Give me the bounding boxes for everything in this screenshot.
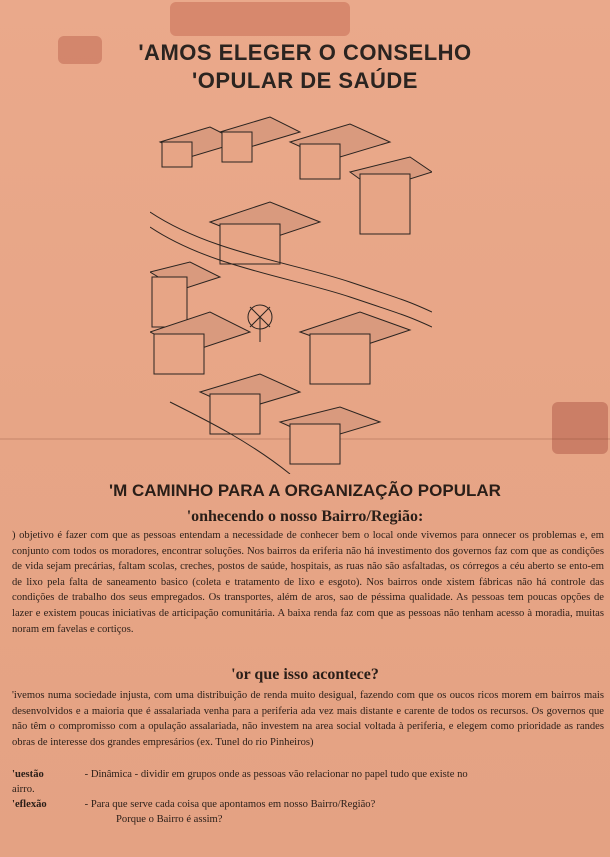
question-row — [12, 767, 604, 783]
neighborhood-illustration — [150, 102, 432, 474]
reflection-text: - Para que serve cada coisa que apontamos em nosso Bairro/Região? — [84, 799, 376, 810]
question-continuation: airro. — [12, 784, 35, 795]
question-text: - Dinâmica - dividir em grupos onde as pessoas vão relacionar no papel tudo que existe no — [84, 769, 468, 780]
paragraph-society: 'ivemos numa sociedade injusta, com uma distribuição de renda muito desigual, fazendo com que os oucos ricos morem em bairros mais desenvolvidos e a maioria que é assalariada venha para a periferia ada vez mais distante e carente de todos os recursos. Os governos que não têm o compromisso com a opulação assalariada, não investem na area social voltada à periferia, e elegem como prioridade as randes obras de interesse dos grandes empresários (ex. Tunel do rio Pinheiros) — [12, 690, 604, 748]
reflection-question-2: Porque o Bairro é assim? — [116, 814, 223, 825]
question-label: 'uestão — [12, 769, 44, 780]
reflection-row — [12, 797, 604, 813]
page-title-line-1: 'AMOS ELEGER O CONSELHO — [138, 40, 472, 65]
page-title-line-2: 'OPULAR DE SAÚDE — [192, 68, 418, 93]
subheading-why: 'or que isso acontece? — [231, 666, 379, 683]
stain-right — [552, 402, 608, 454]
subheading-know-neighborhood: 'onhecendo o nosso Bairro/Região: — [186, 508, 424, 525]
stain-top — [170, 2, 350, 36]
reflection-label: 'eflexão — [12, 799, 47, 810]
section-heading: 'M CAMINHO PARA A ORGANIZAÇÃO POPULAR — [109, 481, 501, 500]
paragraph-objective: ) objetivo é fazer com que as pessoas entendam a necessidade de conhecer bem o local onde vivemos para onnecer os problemas e, em conjunto com todos os moradores, encontrar soluções. Nos bairros da eriferia não há investimento dos governos faz com que as condições de vida sejam precárias, faltam scolas, creches, postos de saúde, hospitais, as ruas não são asfaltadas, os córregos a céu aberto se ento-em de lixo pela falta de saneamento basico (coleta e tratamento de lixo e esgoto). Nos bairros onde xistem fábricas não há controle das condições de trabalho dos seus empregados. Os transportes, além de aros, sao de péssima qualidade. As pessoas tem poucas opções de lazer e existem poucas iniciativas de articipação comunitária. A baixa renda faz com que as pessoas não tenham acesso à moradia, muitas noram em favelas e cortiços. — [12, 530, 604, 635]
